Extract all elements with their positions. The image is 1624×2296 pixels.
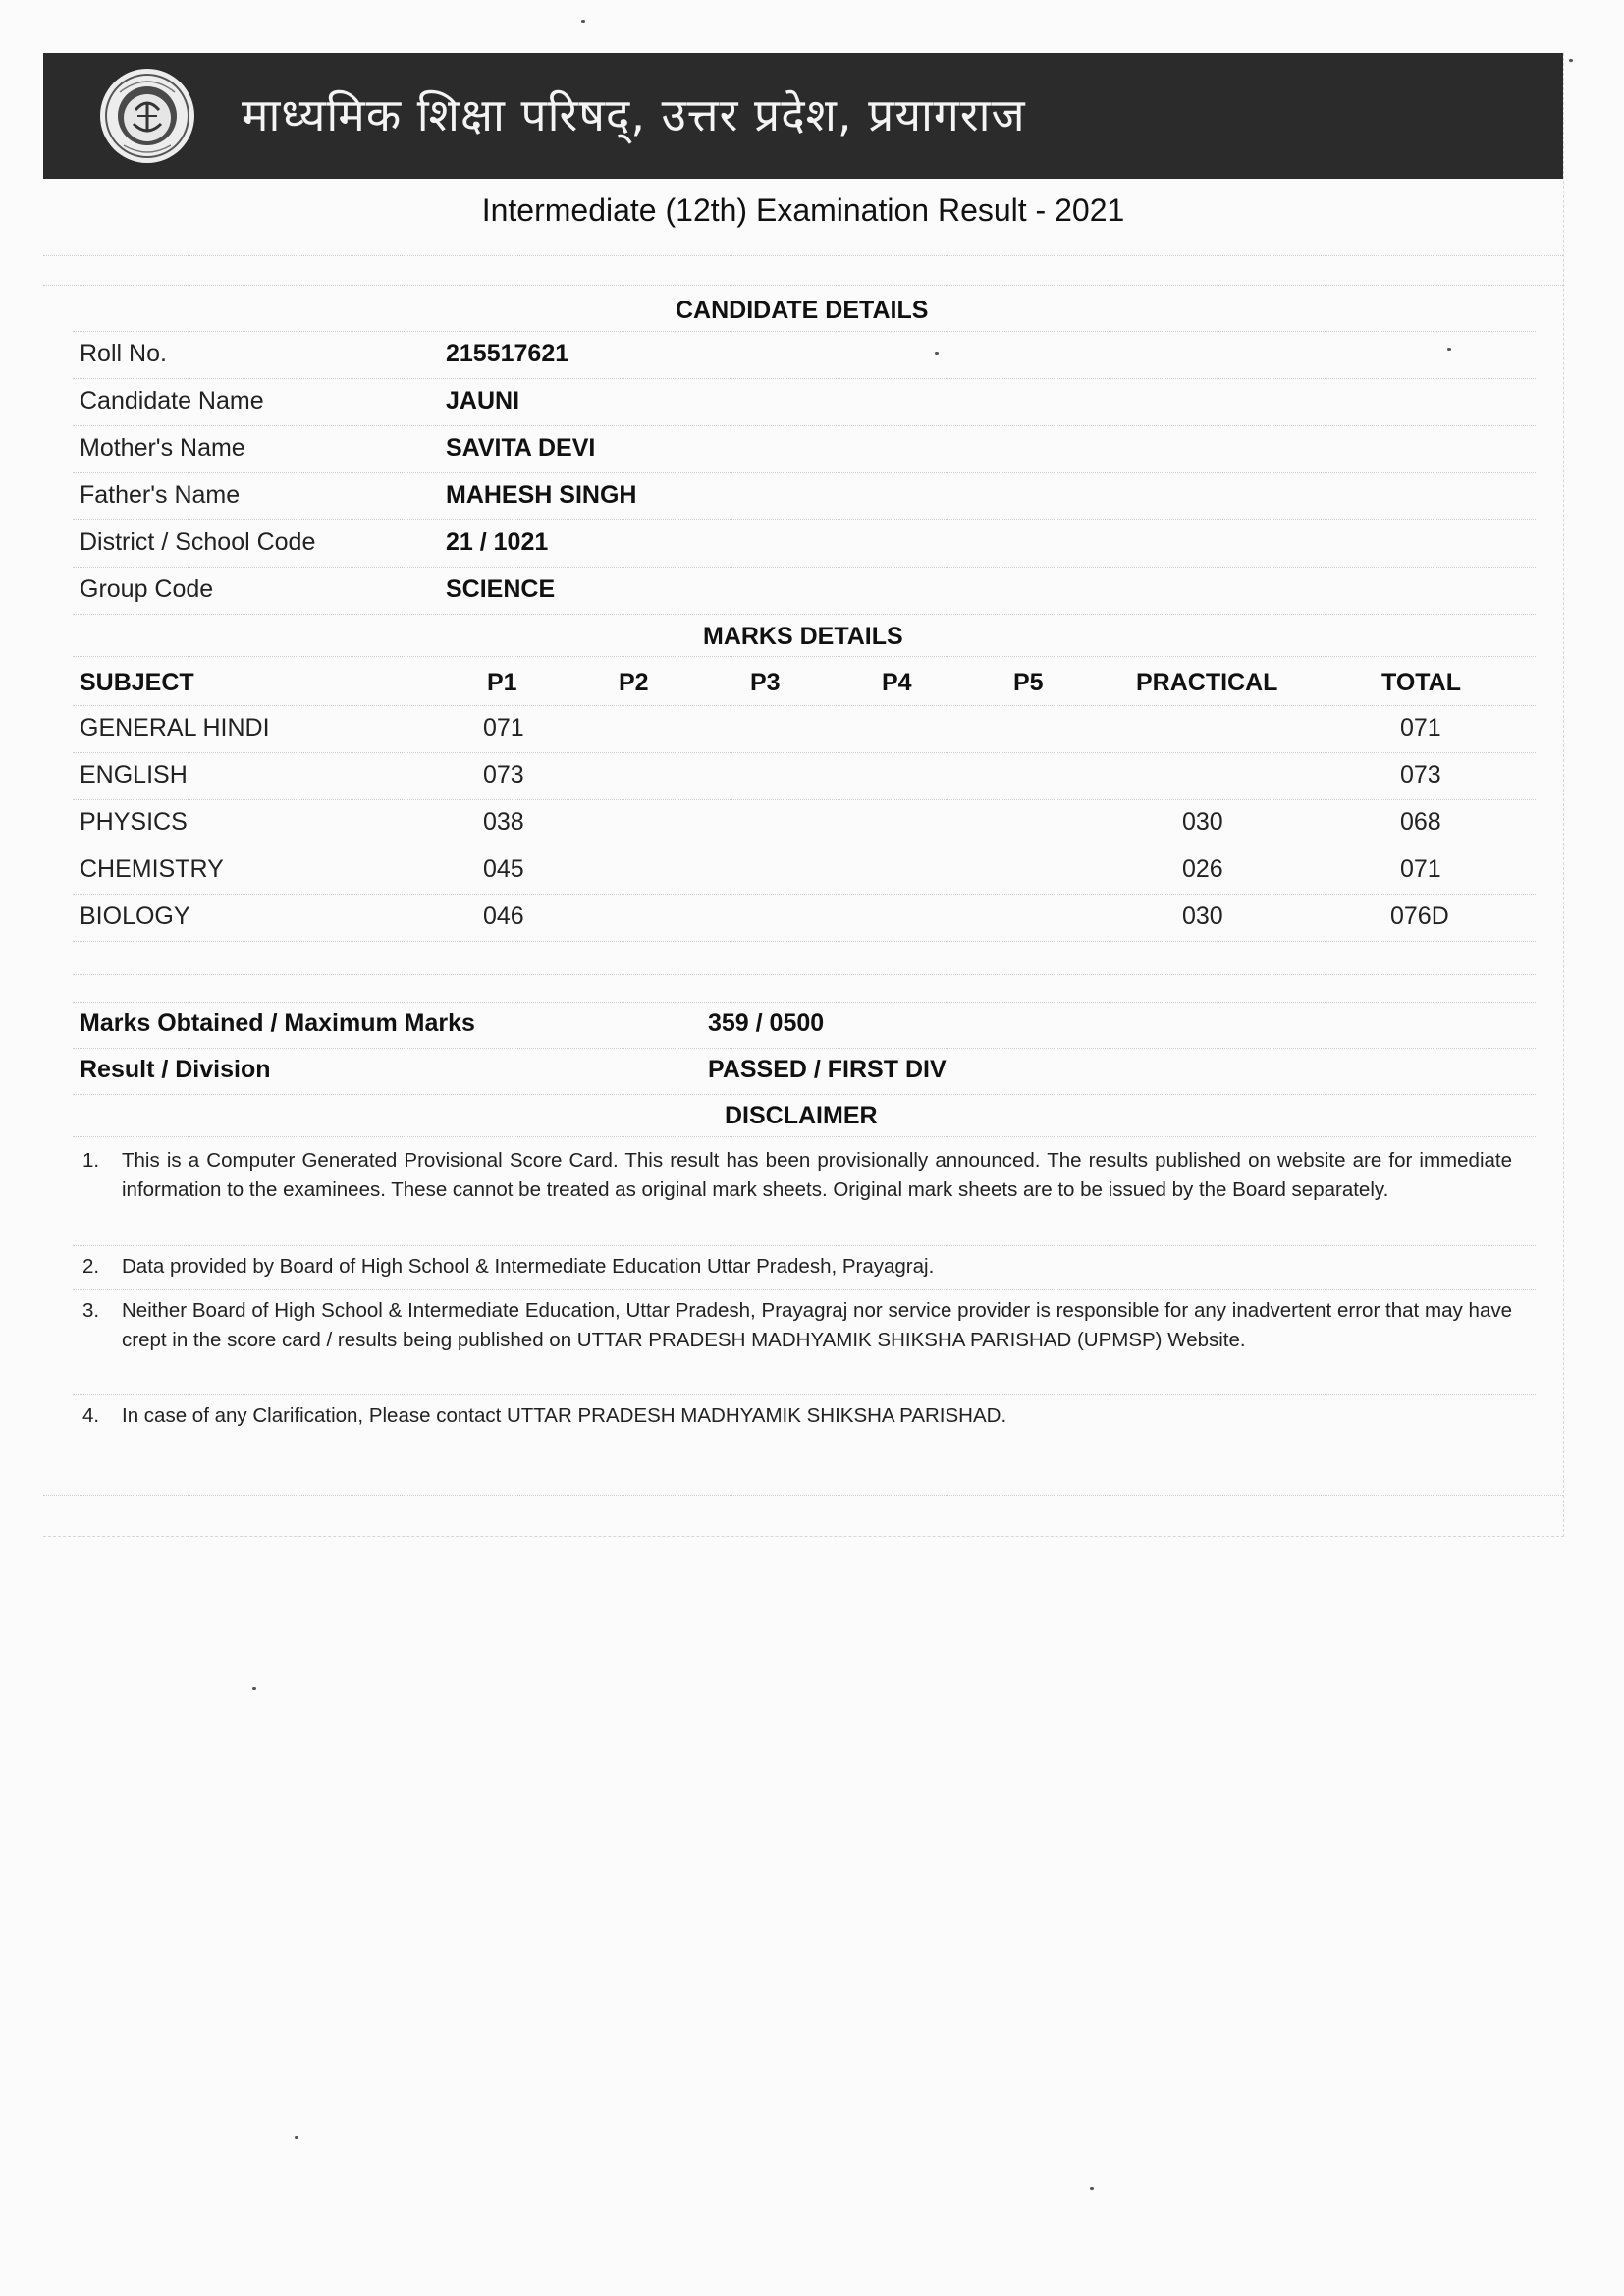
father-name-value: MAHESH SINGH [446,481,637,509]
total-mark: 073 [1400,761,1441,789]
col-p3-header: P3 [750,669,781,696]
disclaimer-item-text: This is a Computer Generated Provisional Score Card. This result has been provisionally announced. The results published on website are for immediate information to the examinees. These cannot be treated as original mark sheets. Original mark sheets are to be issued by the Board separately. [122,1149,1512,1201]
col-practical-header: PRACTICAL [1136,669,1278,696]
disclaimer-item-number: 4. [82,1404,100,1427]
scan-speck [935,352,939,355]
subject-name: ENGLISH [80,761,188,789]
group-code-value: SCIENCE [446,575,556,603]
district-school-code-value: 21 / 1021 [446,528,549,556]
candidate-details-heading: CANDIDATE DETAILS [676,297,929,324]
roll-no-label: Roll No. [80,340,167,367]
subject-name: PHYSICS [80,808,188,836]
page-title: Intermediate (12th) Examination Result - 2021 [481,192,1125,228]
subject-name: CHEMISTRY [80,855,224,883]
disclaimer-item [79,1401,1512,1431]
scan-speck [581,20,585,23]
p1-mark: 073 [483,761,524,789]
father-name-label: Father's Name [80,481,241,509]
marks-details-heading: MARKS DETAILS [703,623,903,650]
disclaimer-item [79,1146,1512,1205]
subject-name: GENERAL HINDI [80,714,270,741]
disclaimer-item-text: Neither Board of High School & Intermediate Education, Uttar Pradesh, Prayagraj nor service provider is responsible for any inadvertent error that may have crept in the score card / results being published on UTTAR PRADESH MADHYAMIK SHIKSHA PARISHAD (UPMSP) Website. [122,1299,1512,1351]
scan-speck [1090,2187,1094,2190]
disclaimer-heading: DISCLAIMER [725,1102,878,1129]
header-banner [43,53,1563,179]
mother-name-label: Mother's Name [80,434,245,462]
col-p5-header: P5 [1013,669,1044,696]
total-mark: 076D [1390,902,1449,930]
candidate-name-label: Candidate Name [80,387,264,414]
score-card [43,53,1564,1537]
p1-mark: 046 [483,902,524,930]
scan-speck [252,1687,256,1690]
group-code-label: Group Code [80,575,214,603]
col-p2-header: P2 [619,669,649,696]
disclaimer-item-text: In case of any Clarification, Please contact UTTAR PRADESH MADHYAMIK SHIKSHA PARISHAD. [122,1404,1007,1427]
col-p1-header: P1 [487,669,517,696]
disclaimer-item [79,1296,1512,1355]
p1-mark: 038 [483,808,524,836]
disclaimer-item-number: 1. [82,1149,100,1172]
col-total-header: TOTAL [1381,669,1462,696]
total-mark: 068 [1400,808,1441,836]
marks-obtained-label: Marks Obtained / Maximum Marks [80,1010,475,1037]
p1-mark: 071 [483,714,524,741]
scan-speck [295,2136,298,2139]
mother-name-value: SAVITA DEVI [446,434,596,462]
disclaimer-item-text: Data provided by Board of High School & Intermediate Education Uttar Pradesh, Prayagraj. [122,1255,935,1278]
board-name: माध्यमिक शिक्षा परिषद्, उत्तर प्रदेश, प्रयागराज [242,88,1026,141]
district-school-code-label: District / School Code [80,528,316,556]
scan-speck [1447,348,1451,351]
total-mark: 071 [1400,855,1441,883]
scan-speck [1569,59,1573,62]
marks-obtained-value: 359 / 0500 [708,1010,825,1037]
result-division-label: Result / Division [80,1056,271,1083]
up-government-emblem-icon [98,67,196,165]
p1-mark: 045 [483,855,524,883]
col-p4-header: P4 [882,669,912,696]
disclaimer-item [79,1252,1512,1282]
result-division-value: PASSED / FIRST DIV [708,1056,947,1083]
total-mark: 071 [1400,714,1441,741]
roll-no-value: 215517621 [446,340,569,367]
disclaimer-item-number: 2. [82,1255,100,1278]
candidate-name-value: JAUNI [446,387,520,414]
practical-mark: 026 [1182,855,1223,883]
disclaimer-item-number: 3. [82,1299,100,1322]
practical-mark: 030 [1182,808,1223,836]
practical-mark: 030 [1182,902,1223,930]
col-subject-header: SUBJECT [80,669,194,696]
subject-name: BIOLOGY [80,902,190,930]
